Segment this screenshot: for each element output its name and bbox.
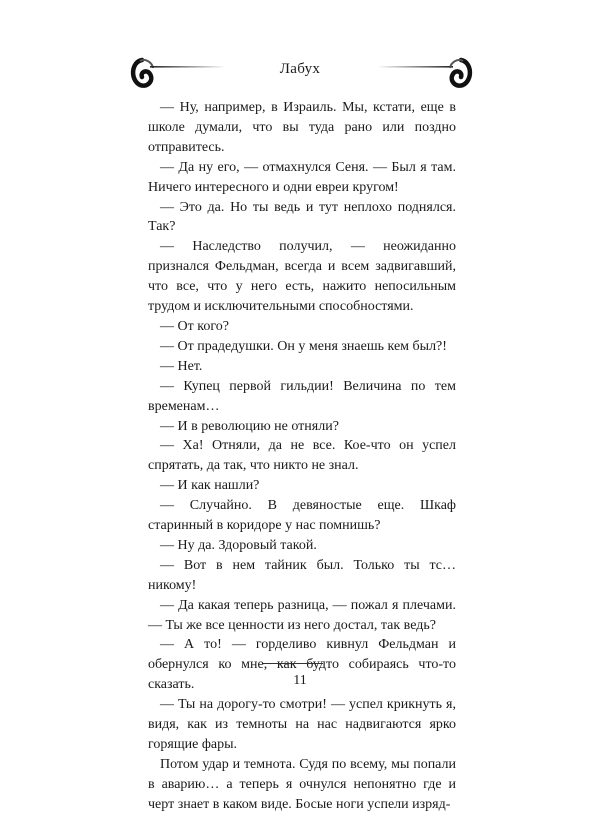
running-header [0,52,600,92]
paragraph: — И в революцию не отняли? [160,418,339,434]
paragraph: — И как нашли? [160,478,260,494]
paragraph: — Ну, например, в Израиль. Мы, кстати, еще в школе думали, что вы туда рано или поздно отправитесь. [148,100,456,155]
paragraph: — Нет. [160,358,203,374]
footer-divider [263,663,323,664]
running-title: Лабух [279,61,321,77]
paragraph: — Да ну его, — отмахнулся Сеня. — Был я там. Ничего интересного и одни евреи кругом! [148,159,456,195]
paragraph: — Ха! Отняли, да не все. Кое-что он успел спрятать, да так, что никто не знал. [148,438,456,474]
body-text [148,98,456,815]
paragraph: Потом удар и темнота. Судя по всему, мы попали в аварию… а теперь я очнулся непонятно где и черт знает в каком виде. Босые ноги успели изряд- [148,756,456,812]
paragraph: — От прадедушки. Он у меня знаешь кем был?! [160,338,447,354]
paragraph: — А то! — горделиво кивнул Фельдман и обернулся ко мне, как будто собираясь что-то сказать. [148,637,456,693]
paragraph: — Вот в нем тайник был. Только ты тс… никому! [148,557,456,593]
paragraph: — Случайно. В девяностые еще. Шкаф старинный в коридоре у нас помнишь? [148,498,456,534]
paragraph: — Купец первой гильдии! Величина по тем временам… [148,378,456,414]
paragraph: — Наследство получил, — неожиданно признался Фельдман, всегда и всем задвигавший, что все, что у него есть, нажито непосильным трудом и исключительными способностями. [148,239,456,315]
paragraph: — Да какая теперь разница, — пожал я плечами. — Ты же все ценности из него достал, так ведь? [148,597,456,633]
paragraph: — Ты на дорогу-то смотри! — успел крикнуть я, видя, как из темноты на нас надвигаются ярко горящие фары. [148,697,456,752]
paragraph: — Это да. Но ты ведь и тут неплохо поднялся. Так? [148,199,456,235]
page-number: 11 [293,673,307,688]
paragraph: — От кого? [160,318,229,334]
paragraph: — Ну да. Здоровый такой. [160,537,317,553]
right-curl-ornament-icon [375,52,475,97]
